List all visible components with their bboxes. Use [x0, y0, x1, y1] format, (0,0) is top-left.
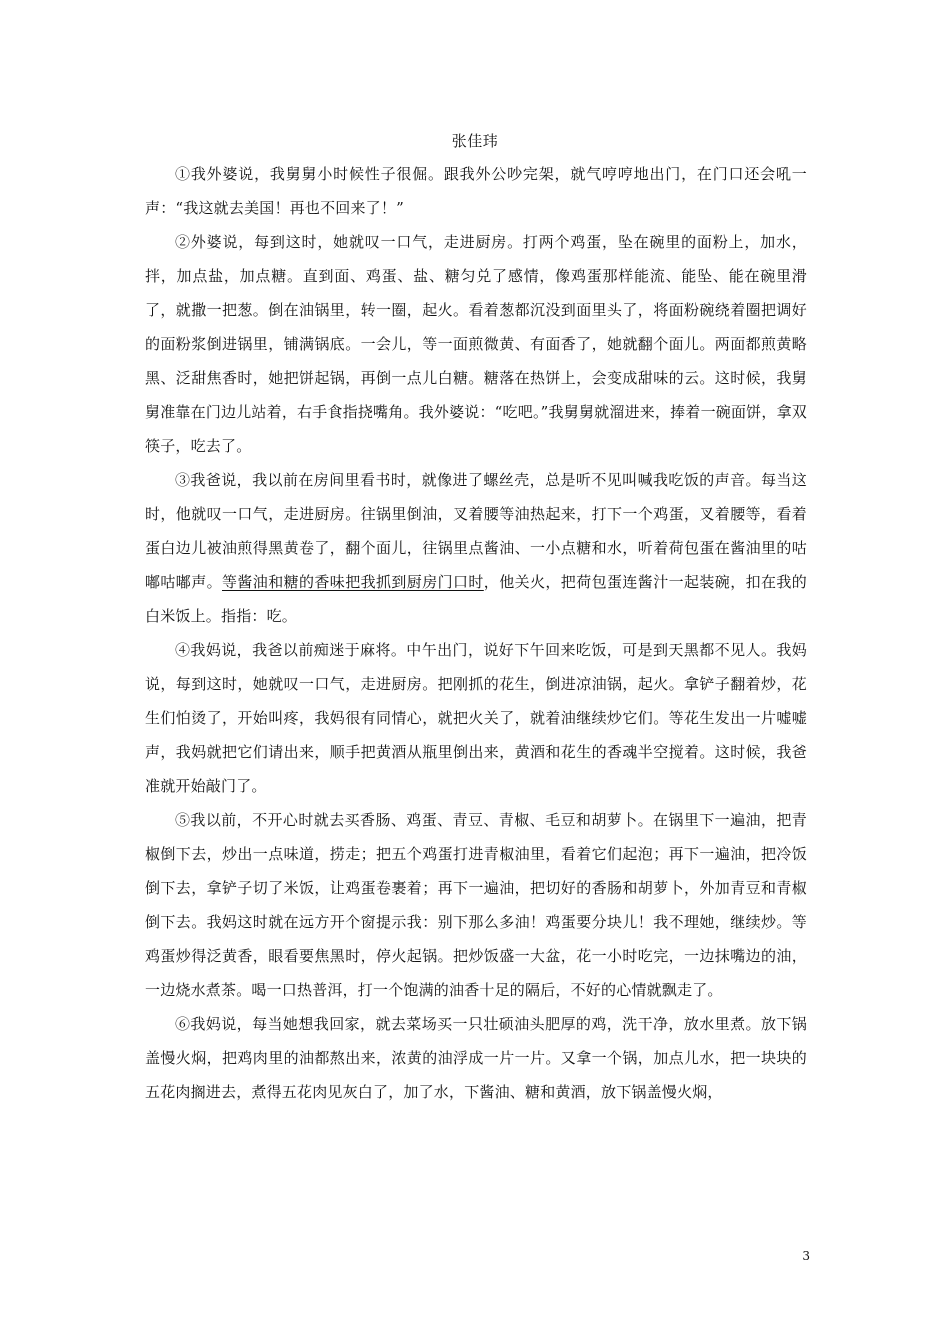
paragraph-4: ④我妈说，我爸以前痴迷于麻将。中午出门，说好下午回来吃饭，可是到天黑都不见人。我妈说，每到这时，她就叹一口气，走进厨房。把刚抓的花生，倒进凉油锅，起火。拿铲子翻着炒，花生们怕烫了，开始叫疼，我妈很有同情心，就把火关了，就着油继续炒它们。等花生发出一片嘘嘘声，我妈就把它们请出来，顺手把黄酒从瓶里倒出来，黄酒和花生的香魂半空搅着。这时候，我爸准就开始敲门了。	[145, 641, 807, 795]
author-name: 张佳玮	[451, 132, 499, 150]
article-body	[145, 157, 807, 1109]
paragraph-3	[145, 463, 807, 633]
paragraph-1: ①我外婆说，我舅舅小时候性子很倔。跟我外公吵完架，就气哼哼地出门，在门口还会吼一声：“我这就去美国！再也不回来了！”	[145, 165, 807, 217]
page-number: 3	[802, 1249, 810, 1263]
paragraph-3-after: ，他关火，把荷包蛋连酱汁一起装碗，扣在我的白米饭上。指指：吃。	[145, 573, 807, 625]
paragraph-6: ⑥我妈说，每当她想我回家，就去菜场买一只壮硕油头肥厚的鸡，洗干净，放水里煮。放下锅盖慢火焖，把鸡肉里的油都熬出来，浓黄的油浮成一片一片。又拿一个锅，加点儿水，把一块块的五花肉搁进去，煮得五花肉见灰白了，加了水，下酱油、糖和黄酒，放下锅盖慢火焖，	[145, 1015, 807, 1101]
paragraph-3-before: ③我爸说，我以前在房间里看书时，就像进了螺丝壳，总是听不见叫喊我吃饭的声音。每当这时，他就叹一口气，走进厨房。往锅里倒油，叉着腰等油热起来，打下一个鸡蛋，叉着腰等，看着蛋白边儿被油煎得黑黄卷了，翻个面儿，往锅里点酱油、一小点糖和水，听着荷包蛋在酱油里的咕嘟咕嘟声。	[145, 471, 807, 591]
paragraph-5: ⑤我以前，不开心时就去买香肠、鸡蛋、青豆、青椒、毛豆和胡萝卜。在锅里下一遍油，把青椒倒下去，炒出一点味道，捞走；把五个鸡蛋打进青椒油里，看着它们起泡；再下一遍油，把冷饭倒下去，拿铲子切了米饭，让鸡蛋卷裹着；再下一遍油，把切好的香肠和胡萝卜，外加青豆和青椒倒下去。我妈这时就在远方开个窗提示我：别下那么多油！鸡蛋要分块儿！我不理她，继续炒。等鸡蛋炒得泛黄香，眼看要焦黑时，停火起锅。把炒饭盛一大盆，花一小时吃完，一边抹嘴边的油，一边烧水煮茶。喝一口热普洱，打一个饱满的油香十足的隔后，不好的心情就飘走了。	[145, 811, 807, 999]
paragraph-2: ②外婆说，每到这时，她就叹一口气，走进厨房。打两个鸡蛋，坠在碗里的面粉上，加水，拌，加点盐，加点糖。直到面、鸡蛋、盐、糖匀兑了感情，像鸡蛋那样能流、能坠、能在碗里滑了，就撒一把葱。倒在油锅里，转一圈，起火。看着葱都沉没到面里头了，将面粉碗绕着圈把调好的面粉浆倒进锅里，铺满锅底。一会儿，等一面煎微黄、有面香了，她就翻个面儿。两面都煎黄略黑、泛甜焦香时，她把饼起锅，再倒一点儿白糖。糖落在热饼上，会变成甜味的云。这时候，我舅舅准靠在门边儿站着，右手食指挠嘴角。我外婆说：“吃吧。”我舅舅就溜进来，捧着一碗面饼，拿双筷子，吃去了。	[145, 233, 807, 455]
underlined-sentence: 等酱油和糖的香味把我抓到厨房门口时	[222, 573, 484, 591]
